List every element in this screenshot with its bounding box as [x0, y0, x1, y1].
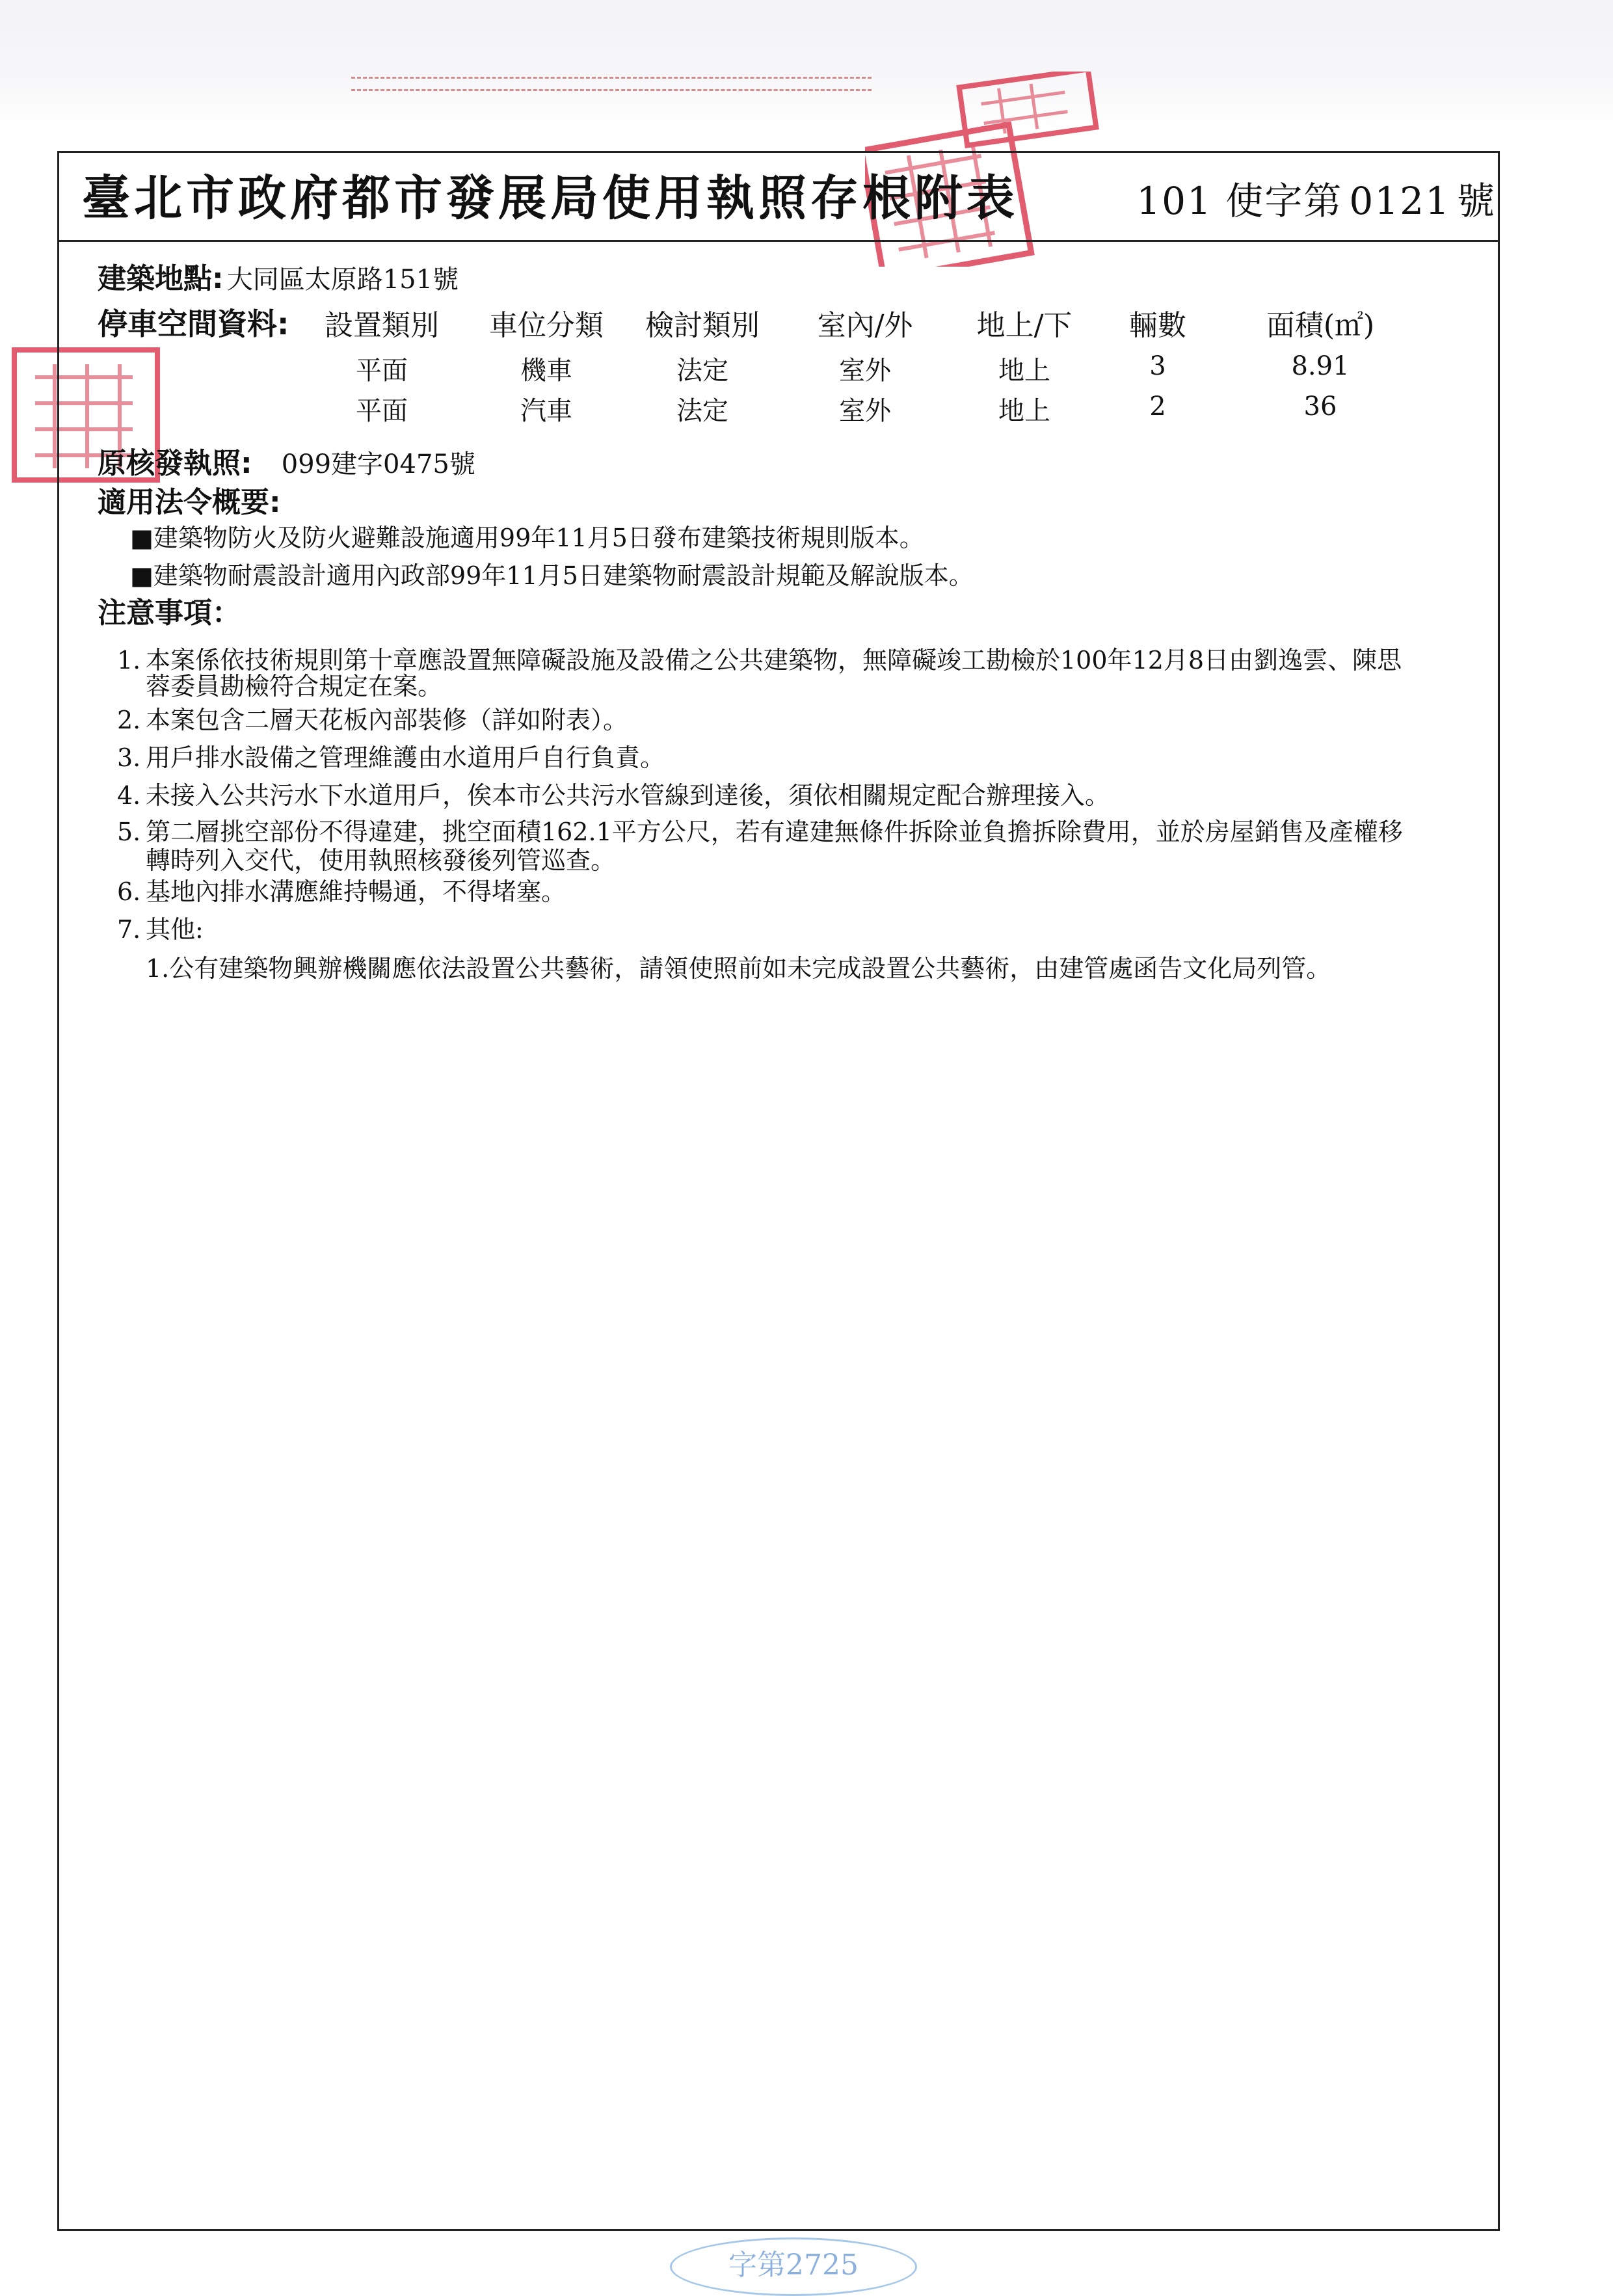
note-number: 6.	[117, 877, 141, 906]
parking-col-header: 檢討類別	[645, 309, 760, 342]
parking-cell: 地上	[998, 396, 1050, 426]
note-number: 4.	[117, 781, 141, 810]
parking-cell: 法定	[676, 356, 728, 386]
parking-cell: 平面	[356, 356, 408, 386]
original-permit-row	[98, 440, 475, 481]
note-number: 2.	[117, 706, 141, 734]
faded-header-marks	[351, 77, 872, 91]
note-item	[117, 909, 204, 945]
note-text: 本案係依技術規則第十章應設置無障礙設施及設備之公共建築物，無障礙竣工勘檢於100年12月8日由劉逸雲、陳思	[146, 646, 1402, 674]
location-value: 大同區太原路151號	[226, 265, 459, 295]
note-text-continued: 蓉委員勘檢符合規定在案。	[146, 672, 443, 701]
note-item	[117, 738, 665, 773]
parking-cell: 地上	[998, 356, 1050, 386]
note-number: 5.	[117, 818, 141, 846]
parking-cell: 法定	[676, 396, 728, 426]
original-permit-value: 099建字0475號	[281, 449, 475, 479]
permit-number	[1136, 170, 1496, 225]
note-text: 未接入公共污水下水道用戶，俟本市公共污水管線到達後，須依相關規定配合辦理接入。	[146, 781, 1110, 810]
parking-col-header: 室內/外	[817, 309, 913, 342]
note-text: 第二層挑空部份不得違建，挑空面積162.1平方公尺，若有違建無條件拆除並負擔拆除費用，並於房屋銷售及產權移	[146, 818, 1403, 846]
note-text: 用戶排水設備之管理維護由水道用戶自行負責。	[146, 743, 665, 772]
parking-cell: 2	[1149, 392, 1166, 421]
parking-cell: 36	[1303, 392, 1337, 421]
note-item	[117, 775, 1110, 811]
location-label: 建築地點:	[98, 262, 224, 295]
parking-col-header: 設置類別	[325, 309, 439, 342]
regulations-label: 適用法令概要:	[98, 486, 281, 519]
note-sub-item: 1.公有建築物興辦機關應依法設置公共藝術，請領使照前如未完成設置公共藝術，由建管處函告文化局列管。	[146, 954, 1331, 983]
location-row	[98, 255, 459, 297]
parking-col-header: 地上/下	[976, 309, 1073, 342]
parking-cell: 平面	[356, 396, 408, 426]
parking-cell: 3	[1149, 351, 1166, 381]
note-number: 7.	[117, 915, 141, 944]
parking-col-header: 面積(㎡)	[1266, 309, 1375, 342]
scan-background	[0, 0, 1613, 130]
notes-label: 注意事項：	[98, 596, 241, 630]
parking-cell: 8.91	[1291, 351, 1350, 381]
note-text: 本案包含二層天花板內部裝修（詳如附表）。	[146, 706, 628, 734]
original-permit-label: 原核發執照:	[98, 447, 252, 480]
parking-cell: 汽車	[520, 396, 572, 426]
note-number: 3.	[117, 743, 141, 772]
parking-cell: 機車	[520, 356, 572, 386]
parking-label: 停車空間資料:	[98, 306, 289, 341]
note-text: 其他:	[146, 915, 204, 944]
note-number: 1.	[117, 646, 141, 674]
regulation-item: ■建築物耐震設計適用內政部99年11月5日建築物耐震設計規範及解說版本。	[130, 561, 974, 590]
note-item	[117, 872, 566, 907]
parking-cell: 室外	[839, 356, 891, 386]
regulation-item: ■建築物防火及防火避難設施適用99年11月5日發布建築技術規則版本。	[130, 524, 924, 552]
page-title: 臺北市政府都市發展局使用執照存根附表	[82, 170, 1019, 226]
note-text: 基地內排水溝應維持暢通，不得堵塞。	[146, 877, 567, 906]
note-item	[117, 700, 628, 736]
receipt-stamp-bottom: 字第2725	[670, 2237, 917, 2296]
permit-number-value: 0121	[1349, 179, 1450, 223]
note-text-continued: 轉時列入交代，使用執照核發後列管巡查。	[146, 846, 616, 875]
parking-col-header: 輛數	[1129, 309, 1186, 342]
permit-prefix: 101 使字第	[1136, 179, 1343, 223]
parking-cell: 室外	[839, 396, 891, 426]
parking-col-header: 車位分類	[489, 309, 604, 342]
permit-suffix: 號	[1456, 179, 1496, 223]
